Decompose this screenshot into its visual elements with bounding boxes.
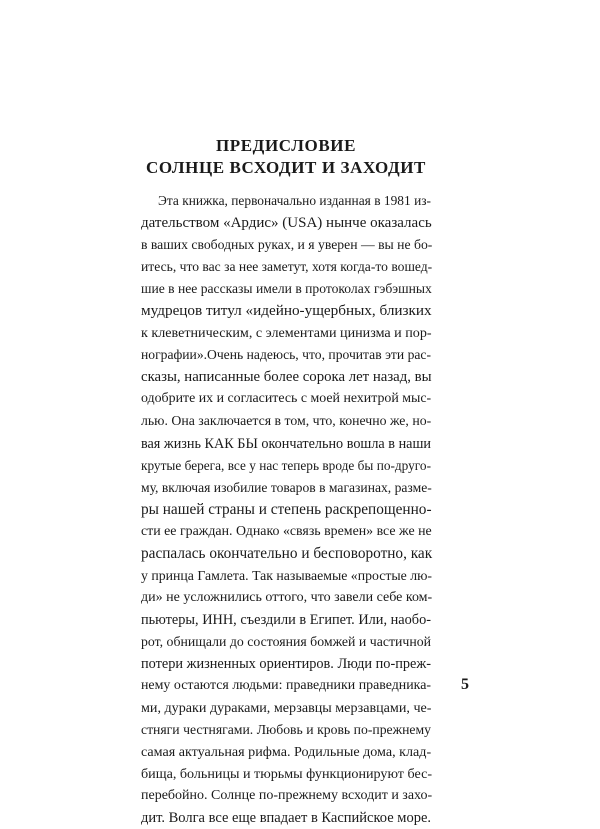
text-line: итесь, что вас за нее заметут, хотя когда-то вошед- bbox=[141, 259, 433, 275]
text-line: нографии».Очень надеюсь, что, прочитав эти рас- bbox=[141, 347, 431, 363]
text-line: перебойно. Солнце по-прежнему всходит и захо- bbox=[141, 788, 433, 804]
text-line: пьютеры, ИНН, съездили в Египет. Или, наобо- bbox=[141, 611, 431, 628]
page-number: 5 bbox=[461, 676, 469, 693]
text-line: сти ее граждан. Однако «связь времен» все же не bbox=[141, 523, 432, 539]
text-line: в ваших свободных руках, и я уверен — вы не бо- bbox=[141, 237, 433, 253]
heading-line-2: СОЛНЦЕ ВСХОДИТ И ЗАХОДИТ bbox=[146, 158, 426, 177]
text-line: одобрите их и согласитесь с моей нехитрой мыс- bbox=[141, 391, 432, 407]
chapter-heading bbox=[141, 135, 431, 179]
text-line: ры нашей страны и степень раскрепощенно- bbox=[141, 500, 432, 518]
text-line: сказы, написанные более сорока лет назад, вы bbox=[141, 369, 432, 386]
text-line: шие в нее рассказы имели в протоколах гэбэшных bbox=[141, 281, 432, 297]
text-line: стняги честнягами. Любовь и кровь по-прежнему bbox=[141, 722, 431, 738]
text-line: у принца Гамлета. Так называемые «простые лю- bbox=[141, 567, 433, 583]
text-line: нему остаются людьми: праведники праведника- bbox=[141, 678, 431, 694]
text-line: потери жизненных ориентиров. Люди по-преж- bbox=[141, 655, 431, 672]
text-line: ми, дураки дураками, мерзавцы мерзавцами, че- bbox=[141, 700, 432, 717]
body-text bbox=[141, 190, 431, 829]
text-line: рот, обнищали до состояния бомжей и частичной bbox=[141, 633, 431, 649]
text-line: распалась окончательно и бесповоротно, как bbox=[141, 544, 433, 562]
text-line: к клеветническим, с элементами цинизма и пор- bbox=[141, 325, 432, 342]
text-line: бища, больницы и тюрьмы функционируют бес- bbox=[141, 766, 433, 783]
heading-line-1: ПРЕДИСЛОВИЕ bbox=[215, 136, 357, 155]
text-line: лью. Она заключается в том, что, конечно же, но- bbox=[141, 413, 432, 429]
text-line: самая актуальная рифма. Родильные дома, клад- bbox=[141, 744, 432, 761]
text-line: Эта книжка, первоначально изданная в 1981 из- bbox=[158, 193, 431, 208]
text-line: мудрецов титул «идейно-ущербных, близких bbox=[141, 302, 432, 320]
text-line: ди» не усложнились оттого, что завели себе ком- bbox=[141, 589, 433, 605]
text-line: крутые берега, все у нас теперь вроде бы по-друго- bbox=[141, 457, 431, 473]
text-line: му, включая изобилие товаров в магазинах, разме- bbox=[141, 479, 432, 495]
text-line: дательством «Ардис» (USA) нынче оказалась bbox=[141, 215, 432, 232]
text-line: дит. Волга все еще впадает в Каспийское море. bbox=[141, 810, 432, 827]
text-line: вая жизнь КАК БЫ окончательно вошла в наши bbox=[141, 435, 431, 452]
